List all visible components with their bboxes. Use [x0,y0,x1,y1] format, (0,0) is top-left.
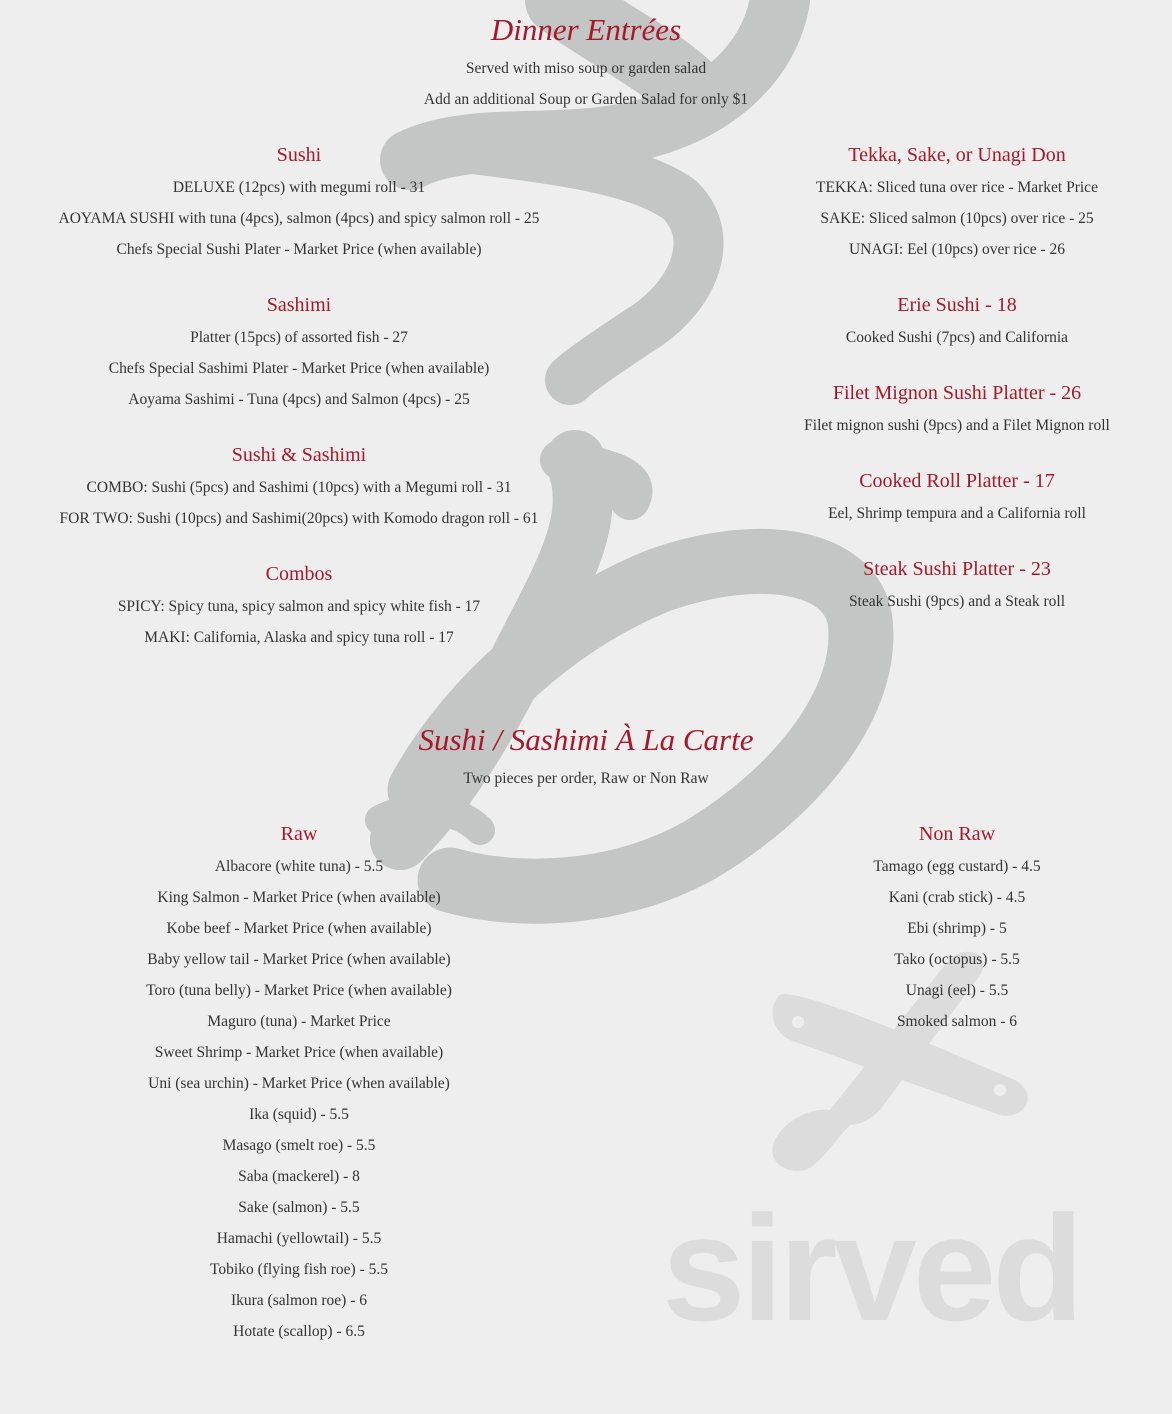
menu-item: Chefs Special Sashimi Plater - Market Price (when available) [108,360,490,377]
section-filet-mignon-platter [742,376,1172,441]
section-heading: Sushi & Sashimi [231,444,367,466]
section-heading: Erie Sushi - 18 [897,294,1017,316]
section-don [742,138,1172,265]
menu-item: Filet mignon sushi (9pcs) and a Filet Mignon roll [804,417,1110,434]
section-combos [0,557,598,653]
section-heading: Combos [265,563,333,585]
menu-item: SAKE: Sliced salmon (10pcs) over rice - 25 [820,210,1094,227]
dinner-left-column [0,138,598,653]
dinner-subtitle-2: Add an additional Soup or Garden Salad for only $1 [423,91,749,108]
menu-item: Kobe beef - Market Price (when available) [166,920,432,937]
menu-item: Chefs Special Sushi Plater - Market Price (when available) [116,241,482,258]
menu-item: COMBO: Sushi (5pcs) and Sashimi (10pcs) with a Megumi roll - 31 [86,479,512,496]
menu-item: Unagi (eel) - 5.5 [905,982,1009,999]
menu-item: SPICY: Spicy tuna, spicy salmon and spicy white fish - 17 [117,598,481,615]
section-sashimi [0,288,598,415]
menu-item: Tobiko (flying fish roe) - 5.5 [210,1261,388,1278]
menu-item: Platter (15pcs) of assorted fish - 27 [190,329,408,346]
dinner-subtitle-1: Served with miso soup or garden salad [465,60,707,77]
menu-item: Tamago (egg custard) - 4.5 [873,858,1041,875]
menu-item: Saba (mackerel) - 8 [238,1168,360,1185]
section-heading: Filet Mignon Sushi Platter - 26 [832,382,1082,404]
section-raw [0,817,598,1347]
dinner-right-column [742,138,1172,617]
menu-item: Baby yellow tail - Market Price (when available) [147,951,451,968]
section-steak-sushi-platter [742,552,1172,617]
alacarte-subtitle: Two pieces per order, Raw or Non Raw [463,770,709,787]
menu-item: Eel, Shrimp tempura and a California roll [828,505,1086,522]
section-cooked-roll-platter [742,464,1172,529]
menu-item: Masago (smelt roe) - 5.5 [222,1137,376,1154]
menu-item: AOYAMA SUSHI with tuna (4pcs), salmon (4pcs) and spicy salmon roll - 25 [58,210,540,227]
nonraw-column [742,817,1172,1037]
dinner-entrees-title: Dinner Entrées [490,12,682,47]
menu-item: UNAGI: Eel (10pcs) over rice - 26 [848,241,1066,258]
menu-item: Hotate (scallop) - 6.5 [233,1323,365,1340]
section-non-raw [742,817,1172,1037]
menu-item: Ika (squid) - 5.5 [249,1106,349,1123]
section-erie-sushi [742,288,1172,353]
menu-item: FOR TWO: Sushi (10pcs) and Sashimi(20pcs) with Komodo dragon roll - 61 [59,510,539,527]
menu-item: King Salmon - Market Price (when available) [157,889,441,906]
menu-item: Kani (crab stick) - 4.5 [888,889,1026,906]
section-sushi [0,138,598,265]
menu-item: Sweet Shrimp - Market Price (when available) [154,1044,444,1061]
menu-item: DELUXE (12pcs) with megumi roll - 31 [172,179,426,196]
menu-item: Uni (sea urchin) - Market Price (when available) [148,1075,450,1092]
menu-item: Ebi (shrimp) - 5 [907,920,1007,937]
menu-item: Hamachi (yellowtail) - 5.5 [216,1230,382,1247]
menu-item: Maguro (tuna) - Market Price [207,1013,391,1030]
section-heading: Non Raw [918,823,996,845]
section-heading: Sushi [276,144,322,166]
sirved-watermark: sirved [662,1184,1080,1352]
section-heading: Cooked Roll Platter - 17 [859,470,1055,492]
menu-item: Sake (salmon) - 5.5 [238,1199,360,1216]
section-heading: Tekka, Sake, or Unagi Don [848,144,1066,166]
menu-item: MAKI: California, Alaska and spicy tuna roll - 17 [144,629,454,646]
alacarte-title: Sushi / Sashimi À La Carte [418,722,754,757]
menu-item: Aoyama Sashimi - Tuna (4pcs) and Salmon (4pcs) - 25 [128,391,470,408]
menu-item: Smoked salmon - 6 [896,1013,1018,1030]
section-heading: Raw [280,823,318,845]
section-heading: Steak Sushi Platter - 23 [863,558,1051,580]
menu-item: Cooked Sushi (7pcs) and California [845,329,1069,346]
menu-item: Albacore (white tuna) - 5.5 [214,858,384,875]
raw-column [0,817,598,1347]
menu-item: TEKKA: Sliced tuna over rice - Market Price [816,179,1098,196]
menu-item: Ikura (salmon roe) - 6 [230,1292,367,1309]
menu-item: Steak Sushi (9pcs) and a Steak roll [848,593,1066,610]
menu-item: Toro (tuna belly) - Market Price (when available) [146,982,452,999]
section-sushi-sashimi [0,438,598,534]
menu-item: Tako (octopus) - 5.5 [894,951,1020,968]
section-heading: Sashimi [266,294,332,316]
